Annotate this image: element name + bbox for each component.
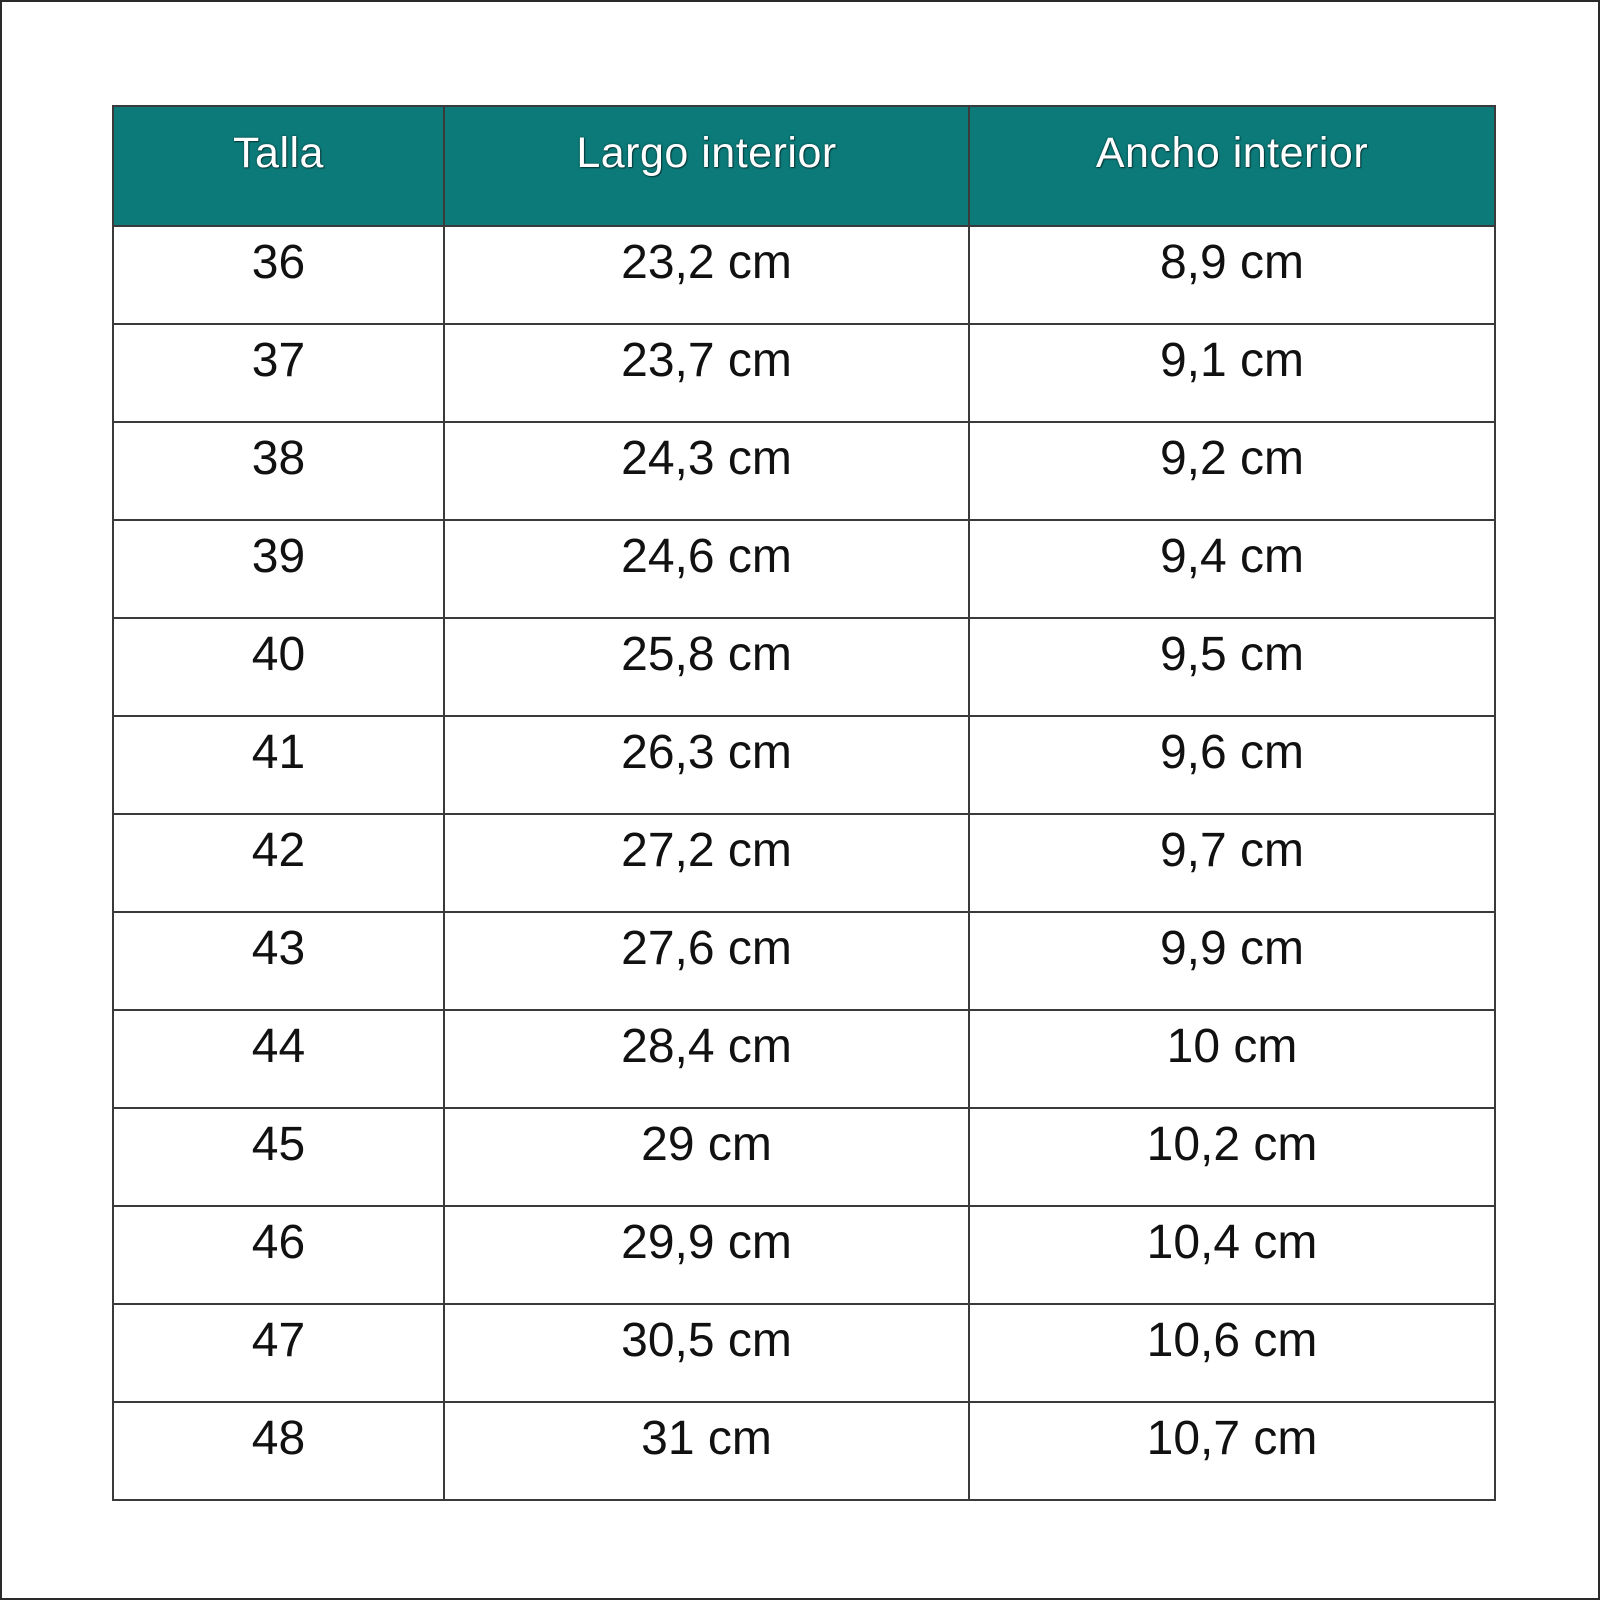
cell-largo: 29,9 cm bbox=[444, 1206, 969, 1304]
cell-largo: 23,7 cm bbox=[444, 324, 969, 422]
header-largo-interior: Largo interior bbox=[444, 106, 969, 226]
table-row bbox=[113, 1206, 1495, 1304]
cell-talla: 37 bbox=[113, 324, 444, 422]
cell-ancho: 10 cm bbox=[969, 1010, 1495, 1108]
table-row bbox=[113, 814, 1495, 912]
table-row bbox=[113, 618, 1495, 716]
cell-talla: 44 bbox=[113, 1010, 444, 1108]
cell-largo: 28,4 cm bbox=[444, 1010, 969, 1108]
cell-ancho: 8,9 cm bbox=[969, 226, 1495, 324]
table-row bbox=[113, 1108, 1495, 1206]
cell-talla: 42 bbox=[113, 814, 444, 912]
table-row bbox=[113, 1010, 1495, 1108]
cell-largo: 31 cm bbox=[444, 1402, 969, 1500]
cell-largo: 26,3 cm bbox=[444, 716, 969, 814]
cell-talla: 39 bbox=[113, 520, 444, 618]
cell-ancho: 9,5 cm bbox=[969, 618, 1495, 716]
cell-largo: 27,2 cm bbox=[444, 814, 969, 912]
header-talla: Talla bbox=[113, 106, 444, 226]
table-row bbox=[113, 912, 1495, 1010]
table-row bbox=[113, 226, 1495, 324]
cell-ancho: 9,6 cm bbox=[969, 716, 1495, 814]
cell-talla: 36 bbox=[113, 226, 444, 324]
table-row bbox=[113, 520, 1495, 618]
cell-ancho: 9,2 cm bbox=[969, 422, 1495, 520]
cell-talla: 48 bbox=[113, 1402, 444, 1500]
table-row bbox=[113, 1402, 1495, 1500]
table-row bbox=[113, 1304, 1495, 1402]
cell-ancho: 9,7 cm bbox=[969, 814, 1495, 912]
cell-largo: 23,2 cm bbox=[444, 226, 969, 324]
table-row bbox=[113, 324, 1495, 422]
cell-talla: 40 bbox=[113, 618, 444, 716]
cell-talla: 46 bbox=[113, 1206, 444, 1304]
cell-largo: 25,8 cm bbox=[444, 618, 969, 716]
header-ancho-interior: Ancho interior bbox=[969, 106, 1495, 226]
cell-largo: 30,5 cm bbox=[444, 1304, 969, 1402]
cell-talla: 38 bbox=[113, 422, 444, 520]
cell-ancho: 9,1 cm bbox=[969, 324, 1495, 422]
cell-largo: 29 cm bbox=[444, 1108, 969, 1206]
cell-talla: 43 bbox=[113, 912, 444, 1010]
cell-talla: 45 bbox=[113, 1108, 444, 1206]
cell-ancho: 10,6 cm bbox=[969, 1304, 1495, 1402]
table-row bbox=[113, 422, 1495, 520]
cell-talla: 47 bbox=[113, 1304, 444, 1402]
table-header-row bbox=[113, 106, 1495, 226]
cell-talla: 41 bbox=[113, 716, 444, 814]
size-table bbox=[112, 105, 1496, 1501]
cell-largo: 27,6 cm bbox=[444, 912, 969, 1010]
cell-largo: 24,6 cm bbox=[444, 520, 969, 618]
cell-ancho: 10,7 cm bbox=[969, 1402, 1495, 1500]
cell-ancho: 9,4 cm bbox=[969, 520, 1495, 618]
cell-ancho: 10,4 cm bbox=[969, 1206, 1495, 1304]
table-row bbox=[113, 716, 1495, 814]
cell-ancho: 10,2 cm bbox=[969, 1108, 1495, 1206]
cell-largo: 24,3 cm bbox=[444, 422, 969, 520]
cell-ancho: 9,9 cm bbox=[969, 912, 1495, 1010]
